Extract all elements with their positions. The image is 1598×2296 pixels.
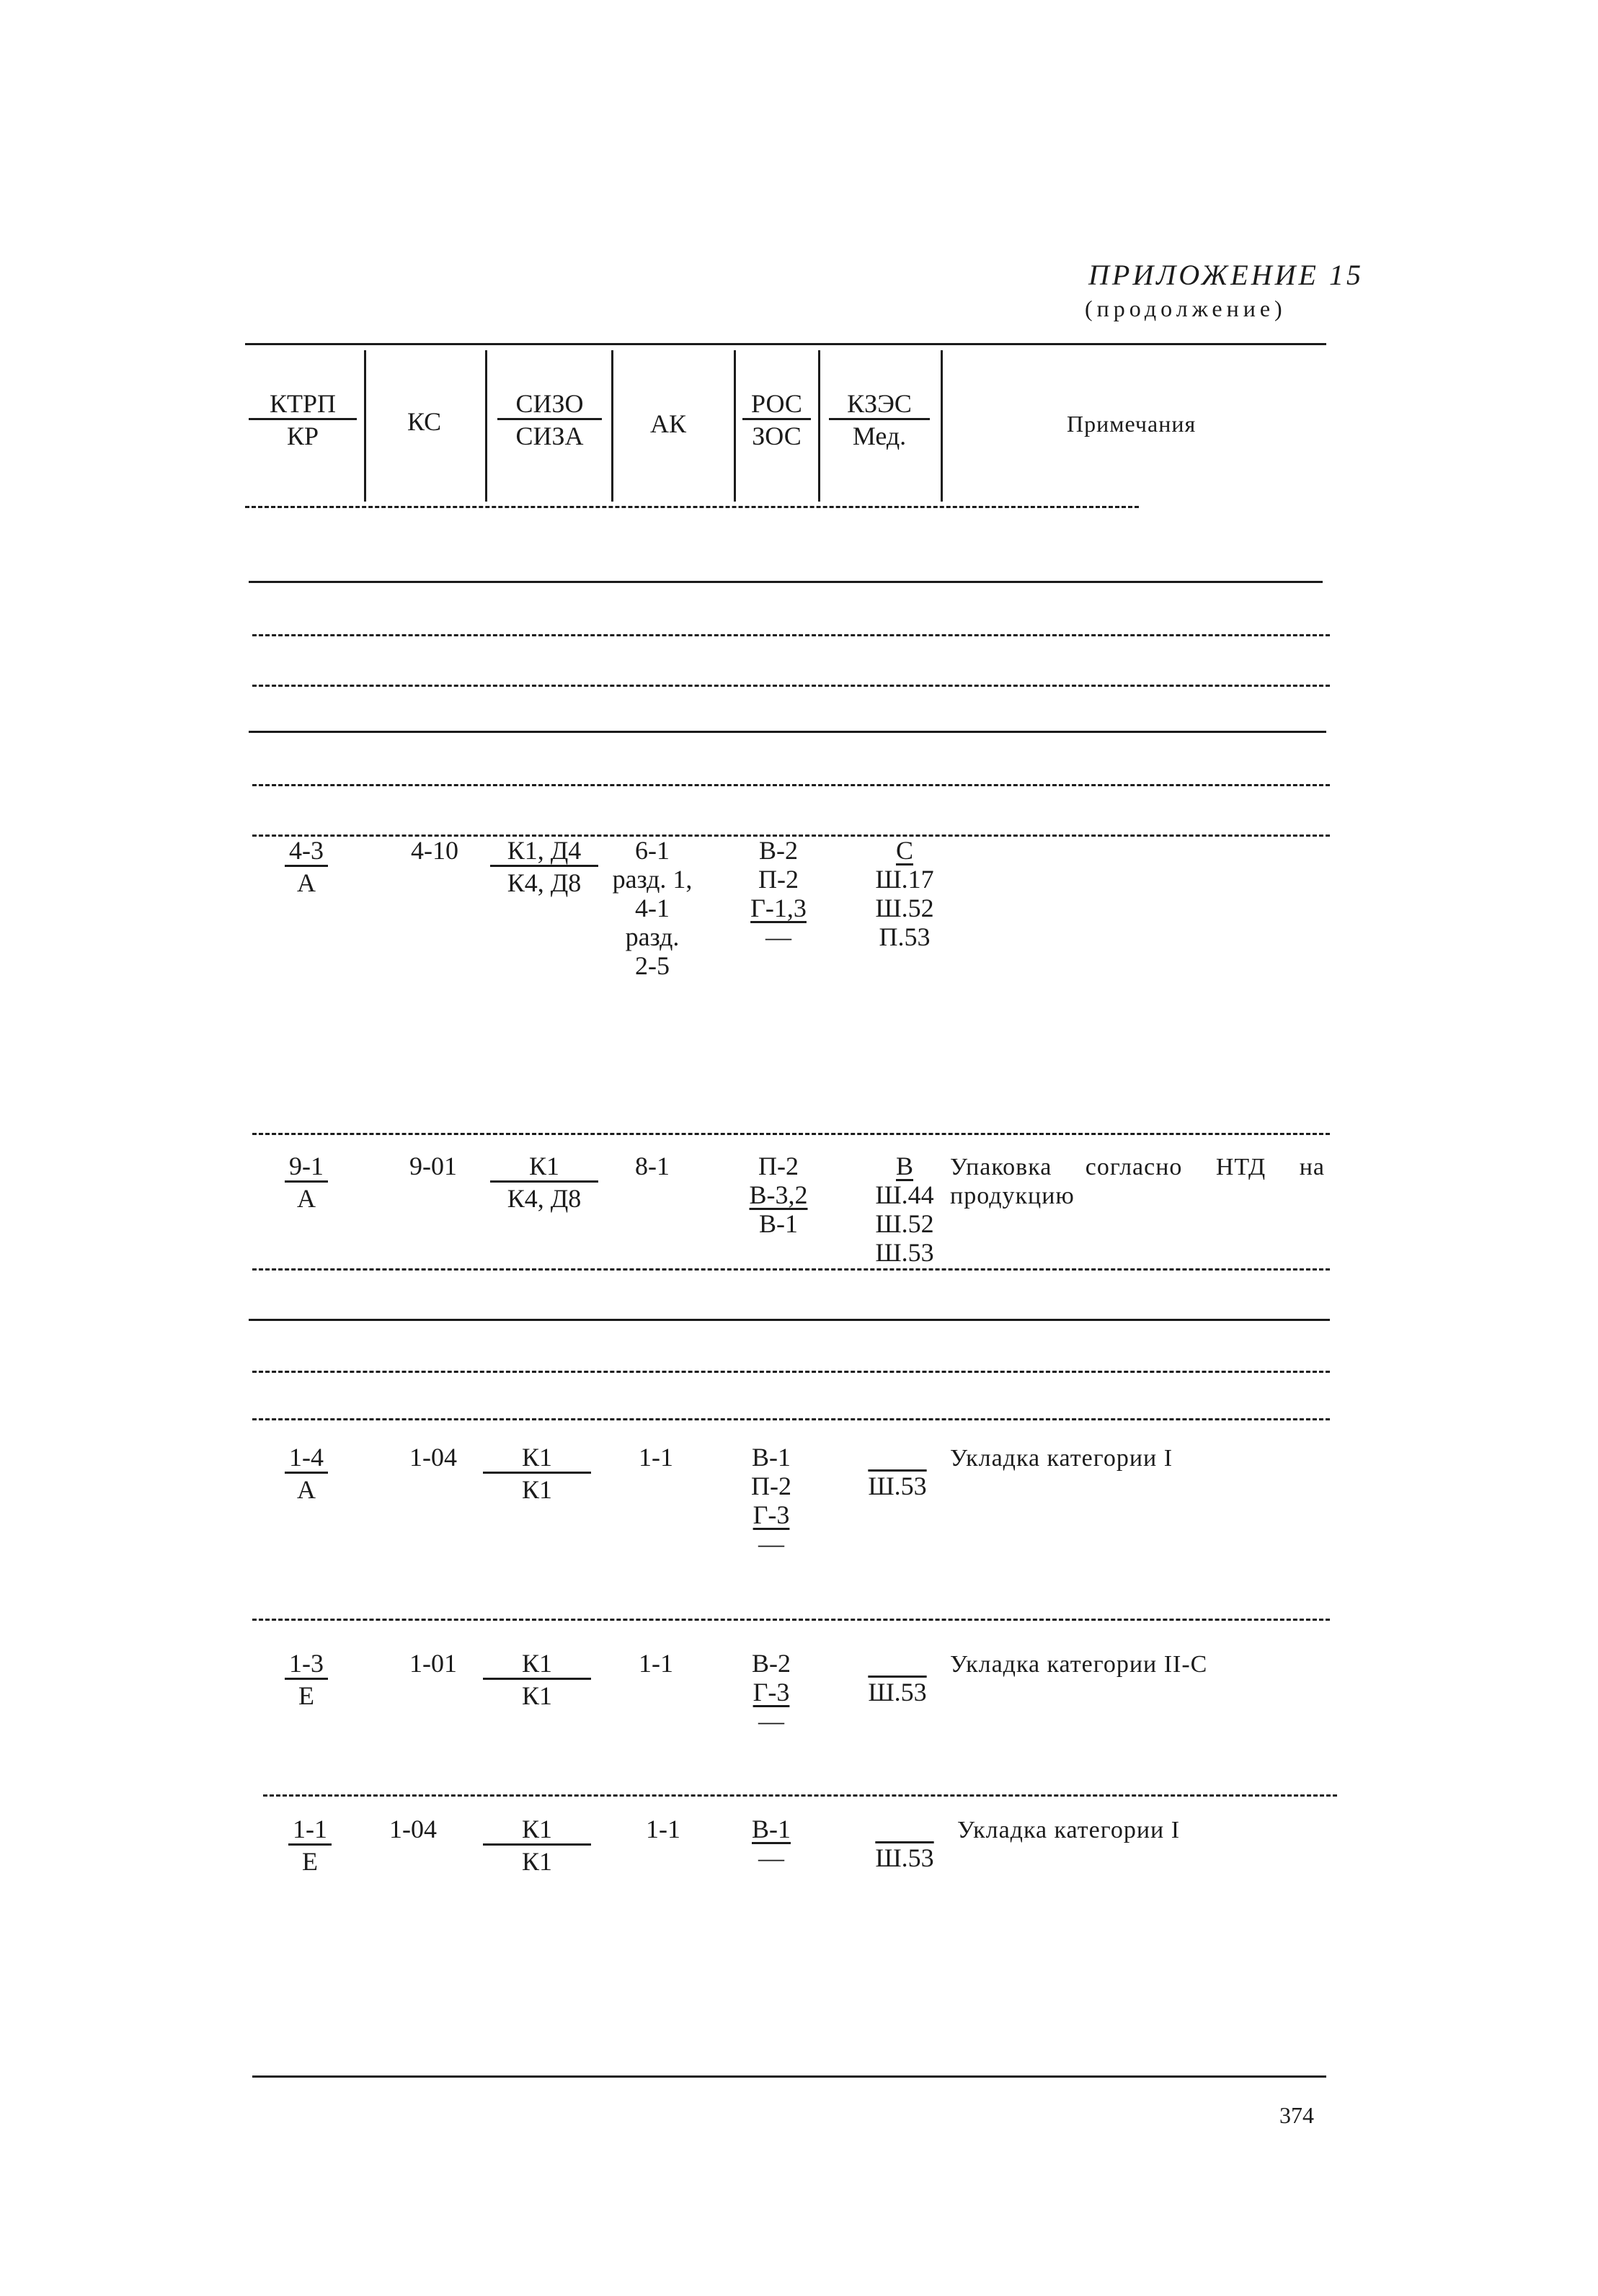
table-row-3-ros-line: — xyxy=(758,1707,784,1735)
empty-rule xyxy=(252,1371,1330,1373)
table-row-4-ak-line: 1-1 xyxy=(646,1815,680,1843)
table-row-4-ktrp: 1-1 xyxy=(288,1815,332,1846)
table-row-2-ros-line: П-2 xyxy=(751,1472,791,1500)
table-row-0-ktrp-kr xyxy=(285,836,328,897)
table-row-0-ros-line: Г-1,3 xyxy=(750,894,807,922)
header-divider xyxy=(734,350,736,502)
table-row-2-ros-line: В-1 xyxy=(752,1443,791,1472)
table-row-1-ak-line: 8-1 xyxy=(635,1152,670,1180)
table-row-1-sizo-siza xyxy=(490,1152,598,1213)
empty-rule xyxy=(252,784,1330,786)
table-row-0-ak-line: разд. 1, xyxy=(612,865,693,894)
row-separator xyxy=(252,1133,1330,1135)
table-row-1-ros xyxy=(742,1152,814,1238)
header-notes: Примечания xyxy=(1067,411,1197,437)
table-row-1-note-line: продукцию xyxy=(950,1183,1075,1209)
table-row-2-ktrp-kr xyxy=(285,1443,328,1504)
header-ktrp-kr xyxy=(249,389,357,450)
table-row-1-sizo: К1 xyxy=(490,1152,598,1183)
table-row-4-ak xyxy=(634,1815,692,1843)
table-row-0-ros-line: П-2 xyxy=(758,865,799,894)
header-kzes: КЗЭС xyxy=(829,389,930,420)
empty-rule xyxy=(249,1319,1330,1321)
table-row-2-ak xyxy=(627,1443,685,1472)
table-row-2-note: Укладка категории I xyxy=(950,1445,1173,1472)
table-row-2-ros xyxy=(735,1443,807,1558)
table-row-0-kzes-line: П.53 xyxy=(879,922,931,951)
table-row-2-kzes: Ш.53 xyxy=(868,1472,927,1500)
table-row-1-note xyxy=(950,1153,1325,1211)
table-row-2-siza: К1 xyxy=(521,1475,552,1504)
table-row-1-kr: А xyxy=(297,1184,316,1213)
table-row-0-ak-line: 2-5 xyxy=(635,951,670,980)
table-row-4-note: Укладка категории I xyxy=(957,1817,1181,1843)
row-separator xyxy=(252,1268,1330,1271)
table-row-1-kzes xyxy=(865,1152,944,1267)
table-row-0-kzes-line: Ш.17 xyxy=(875,865,934,894)
page-number: 374 xyxy=(1279,2102,1314,2128)
table-row-3-sizo: К1 xyxy=(483,1649,591,1680)
row-separator xyxy=(263,1794,1337,1797)
table-row-4-ks: 1-04 xyxy=(389,1815,437,1843)
table-row-1-ktrp: 9-1 xyxy=(285,1152,328,1183)
table-row-0-ros xyxy=(742,836,814,951)
table-row-0-kr: А xyxy=(297,868,316,897)
table-row-3-sizo-siza xyxy=(483,1649,591,1710)
table-row-0-sizo-siza xyxy=(490,836,598,897)
table-row-4-ros-line: В-1 xyxy=(752,1815,791,1843)
table-row-4-siza: К1 xyxy=(521,1847,552,1876)
table-row-0-kzes xyxy=(865,836,944,951)
table-row-3-ros-line: В-2 xyxy=(752,1649,791,1678)
appendix-subtitle: (продолжение) xyxy=(1085,295,1287,321)
header-sizo-siza xyxy=(497,389,602,450)
table-row-3-ktrp: 1-3 xyxy=(285,1649,328,1680)
empty-rule xyxy=(252,1418,1330,1420)
table-row-0-siza: К4, Д8 xyxy=(507,868,582,897)
header-kr: КР xyxy=(286,422,319,450)
table-row-1-kzes-line: Ш.52 xyxy=(875,1209,934,1238)
header-med: Мед. xyxy=(852,422,907,450)
header-sizo: СИЗО xyxy=(497,389,602,420)
empty-rule xyxy=(252,685,1330,687)
header-divider xyxy=(941,350,943,502)
table-row-0-sizo: К1, Д4 xyxy=(490,836,598,867)
table-row-1-ak xyxy=(620,1152,685,1180)
table-row-4-kr: Е xyxy=(302,1847,318,1876)
header-bottom-rule xyxy=(245,506,1139,508)
table-row-4-ros-line: — xyxy=(758,1843,784,1872)
table-row-2-ros-line: Г-3 xyxy=(753,1500,790,1529)
table-row-3-ks: 1-01 xyxy=(409,1649,457,1678)
table-row-2-kr: А xyxy=(297,1475,316,1504)
table-row-0-ak-line: 6-1 xyxy=(635,836,670,865)
row-separator xyxy=(252,1619,1330,1621)
table-row-2-ros-line: — xyxy=(758,1529,784,1558)
table-row-1-kzes-line: В xyxy=(895,1152,913,1180)
empty-rule xyxy=(252,634,1330,636)
table-row-0-ak xyxy=(605,836,699,980)
table-row-2-sizo-siza xyxy=(483,1443,591,1504)
header-divider xyxy=(364,350,366,502)
table-row-1-kzes-line: Ш.44 xyxy=(875,1180,934,1209)
table-row-4-ktrp-kr xyxy=(288,1815,332,1876)
header-ktrp: КТРП xyxy=(249,389,357,420)
header-divider xyxy=(485,350,487,502)
table-row-0-ak-line: разд. xyxy=(625,922,680,951)
table-row-0-ak-line: 4-1 xyxy=(635,894,670,922)
table-row-4-sizo-siza xyxy=(483,1815,591,1876)
table-row-2-ak-line: 1-1 xyxy=(639,1443,673,1472)
table-row-2-ks: 1-04 xyxy=(409,1443,457,1472)
table-row-0-ros-line: — xyxy=(765,922,791,951)
table-row-4-sizo: К1 xyxy=(483,1815,591,1846)
table-row-4-kzes: Ш.53 xyxy=(875,1843,934,1872)
table-row-3-ros-line: Г-3 xyxy=(753,1678,790,1707)
header-siza: СИЗА xyxy=(515,422,584,450)
header-ros: РОС xyxy=(742,389,811,420)
table-row-3-ak-line: 1-1 xyxy=(639,1649,673,1678)
table-row-1-ros-line: В-3,2 xyxy=(749,1180,808,1209)
table-row-0-ks: 4-10 xyxy=(411,836,458,865)
empty-rule xyxy=(249,581,1323,583)
table-row-3-ktrp-kr xyxy=(285,1649,328,1710)
table-row-3-ak xyxy=(627,1649,685,1678)
header-ros-zos xyxy=(742,389,811,450)
table-row-0-ktrp: 4-3 xyxy=(285,836,328,867)
table-row-3-ros xyxy=(735,1649,807,1735)
table-row-0-kzes-line: Ш.52 xyxy=(875,894,934,922)
table-row-3-siza: К1 xyxy=(521,1681,552,1710)
header-divider xyxy=(611,350,613,502)
table-row-1-note-line: Упаковка согласно НТД на xyxy=(950,1154,1325,1180)
header-kzes-med xyxy=(829,389,930,450)
bottom-rule xyxy=(252,2075,1326,2078)
table-row-0-ros-line: В-2 xyxy=(759,836,798,865)
empty-rule xyxy=(249,731,1326,733)
table-row-1-ks: 9-01 xyxy=(409,1152,457,1180)
table-row-1-ros-line: П-2 xyxy=(758,1152,799,1180)
table-row-3-note: Укладка категории II-С xyxy=(950,1651,1208,1678)
header-ks: КС xyxy=(407,407,442,436)
header-ak: АК xyxy=(650,409,687,438)
table-row-3-kr: Е xyxy=(298,1681,314,1710)
table-row-4-ros xyxy=(735,1815,807,1872)
appendix-title: ПРИЛОЖЕНИЕ 15 xyxy=(1088,259,1364,291)
header-divider xyxy=(818,350,820,502)
table-row-1-ktrp-kr xyxy=(285,1152,328,1213)
table-row-2-ktrp: 1-4 xyxy=(285,1443,328,1474)
header-top-rule xyxy=(245,343,1326,345)
table-row-1-ros-line: В-1 xyxy=(759,1209,798,1238)
header-zos: ЗОС xyxy=(752,422,802,450)
table-row-1-kzes-line: Ш.53 xyxy=(875,1238,934,1267)
table-row-0-kzes-line: С xyxy=(895,836,913,865)
table-row-3-kzes: Ш.53 xyxy=(868,1678,927,1707)
table-row-2-sizo: К1 xyxy=(483,1443,591,1474)
table-row-1-siza: К4, Д8 xyxy=(507,1184,582,1213)
